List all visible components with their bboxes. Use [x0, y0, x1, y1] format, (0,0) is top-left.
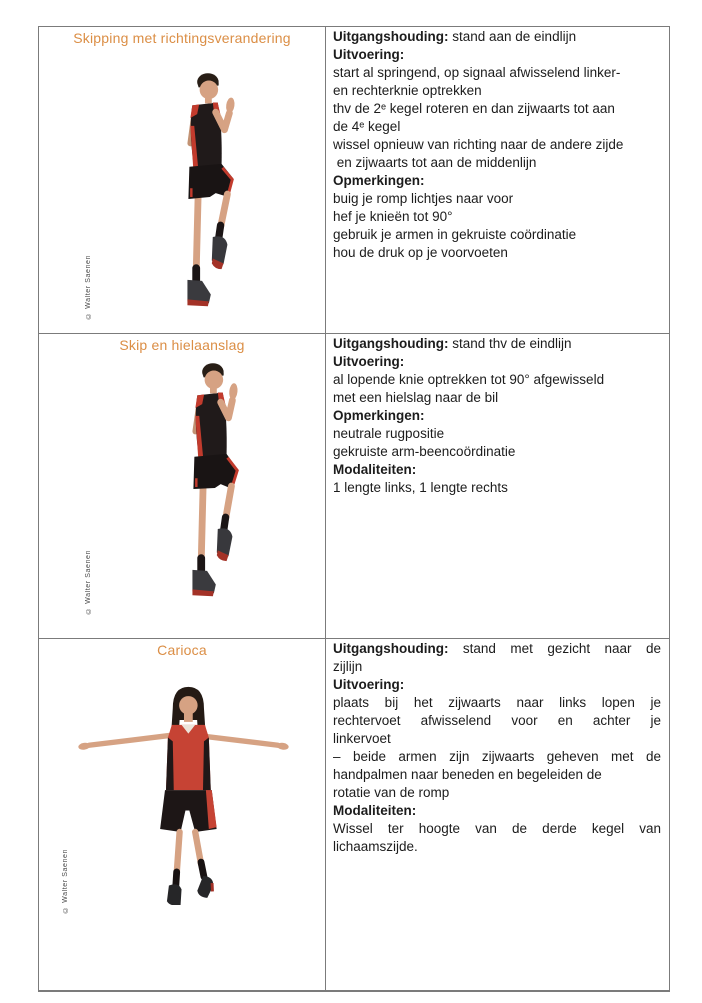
exercise-title: Carioca — [157, 642, 207, 658]
content-line: rotatie van de romp — [333, 785, 450, 800]
exercise-row-skipping — [39, 27, 669, 333]
content-line: hou de druk op je voorvoeten — [333, 245, 508, 260]
bold-label: Uitgangshouding: — [333, 641, 449, 656]
content-line: 1 lengte links, 1 lengte rechts — [333, 480, 508, 495]
content-line: lichaamszijde. — [333, 839, 418, 854]
standing-leg — [187, 194, 210, 306]
content-line: neutrale rugpositie — [333, 426, 445, 441]
bold-label: Uitvoering: — [333, 677, 405, 692]
torso-jersey — [166, 725, 211, 790]
content-line — [333, 172, 661, 190]
photo-cell — [39, 334, 326, 638]
content-line: plaats bij het zijwaarts naar links lopen je — [333, 695, 661, 710]
male-athlete-skip-heel-photo — [170, 360, 248, 616]
exercise-table — [38, 26, 670, 992]
right-leg — [195, 832, 216, 899]
female-athlete-tpose-photo — [70, 681, 297, 905]
content-line: gebruik je armen in gekruiste coördinatie — [333, 227, 577, 242]
content-line: en zijwaarts tot aan de middenlijn — [333, 155, 537, 170]
bold-label: Modaliteiten: — [333, 803, 417, 818]
raised-leg — [212, 194, 228, 269]
content-line: start al springend, op signaal afwisselend linker- — [333, 65, 621, 80]
content-line: linkervoet — [333, 731, 391, 746]
content-line: Uitgangshouding: stand aan de eindlijn — [333, 29, 577, 44]
exercise-title: Skipping met richtingsverandering — [73, 30, 291, 46]
bold-label: Uitgangshouding: — [333, 336, 449, 351]
content-line — [333, 353, 661, 371]
content-line: hef je knieën tot 90° — [333, 209, 453, 224]
front-arm — [221, 383, 239, 418]
content-line: Uitgangshouding: stand met gezicht naar de — [333, 641, 661, 656]
description-cell — [326, 639, 669, 990]
description-cell — [326, 27, 669, 333]
content-line: al lopende knie optrekken tot 90° afgewisseld — [333, 372, 605, 387]
content-line — [333, 461, 661, 479]
content-line: rechtervoet afwisselend voor en achter je — [333, 713, 661, 728]
content-line — [333, 802, 661, 820]
exercise-title: Skip en hielaanslag — [119, 337, 245, 353]
content-line: zijlijn — [333, 659, 363, 674]
front-arm — [216, 97, 236, 130]
bold-label: Uitvoering: — [333, 354, 405, 369]
content-line — [333, 407, 661, 425]
bold-label: Modaliteiten: — [333, 462, 417, 477]
left-leg — [167, 832, 182, 905]
content-line: – beide armen zijn zijwaarts geheven met de — [333, 749, 661, 764]
photo-cell — [39, 639, 326, 990]
content-line: en rechterknie optrekken — [333, 83, 482, 98]
content-line: gekruiste arm-beencoördinatie — [333, 444, 516, 459]
bold-label: Uitvoering: — [333, 47, 405, 62]
raised-leg — [217, 486, 233, 561]
male-athlete-skipping-photo — [165, 71, 243, 325]
bold-label: Opmerkingen: — [333, 173, 425, 188]
head — [197, 73, 219, 103]
bold-label: Opmerkingen: — [333, 408, 425, 423]
standing-leg — [192, 484, 215, 596]
content-line: Wissel ter hoogte van de derde kegel van — [333, 821, 661, 836]
shorts — [160, 790, 216, 832]
head — [202, 363, 224, 393]
description-cell — [326, 334, 669, 638]
copyright-credit: © Walter Saenen — [85, 550, 92, 614]
photo-cell — [39, 27, 326, 333]
exercise-row-skip-hielaanslag — [39, 333, 669, 638]
content-line: buig je romp lichtjes naar voor — [333, 191, 514, 206]
content-line: Uitgangshouding: stand thv de eindlijn — [333, 336, 572, 351]
content-line: handpalmen naar beneden en begeleiden de — [333, 767, 602, 782]
content-line — [333, 46, 661, 64]
content-line — [333, 676, 661, 694]
exercise-row-carioca — [39, 638, 669, 990]
copyright-credit: © Walter Saenen — [85, 255, 92, 319]
content-line: de 4ᵉ kegel — [333, 119, 401, 134]
content-line: wissel opnieuw van richting naar de andere zijde — [333, 137, 624, 152]
bold-label: Uitgangshouding: — [333, 29, 449, 44]
content-line: thv de 2ᵉ kegel roteren en dan zijwaarts tot aan — [333, 101, 615, 116]
content-line: met een hielslag naar de bil — [333, 390, 499, 405]
copyright-credit: © Walter Saenen — [62, 849, 69, 913]
